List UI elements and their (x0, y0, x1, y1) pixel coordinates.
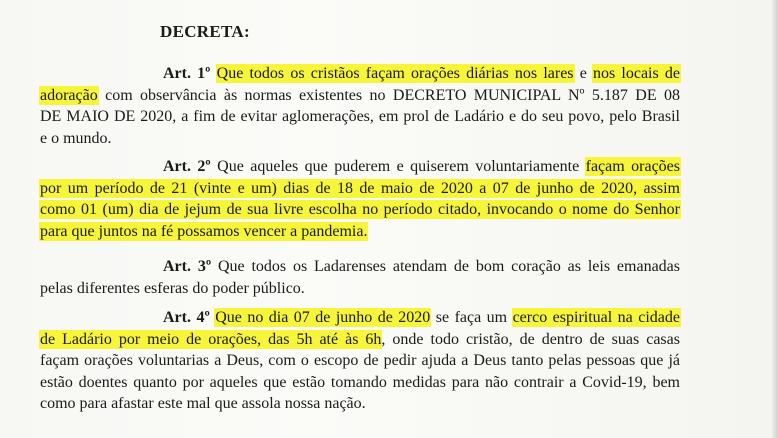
highlighted-text: façam orações (585, 158, 680, 175)
highlighted-text: das 5h até às 6h (268, 330, 382, 348)
article-3-line-1 (40, 256, 680, 278)
highlighted-text: adoração (40, 86, 98, 104)
article-1-line-4: e o mundo. (40, 129, 112, 147)
article-1-label: Art. 1º (163, 65, 211, 82)
article-4-line-2 (40, 329, 680, 351)
article-3-label: Art. 3º (163, 258, 212, 275)
highlighted-text: nos locais de (593, 65, 681, 82)
article-4-line-5: como para afastar este mal que assola nossa nação. (40, 395, 366, 412)
highlighted-text: como 01 (um) dia de jejum de sua livre escolha no período citado, invocando o nome do Senhor (40, 201, 680, 218)
highlighted-text: Que todos os cristãos façam orações diárias nos lares (216, 65, 574, 82)
article-4-line-1 (40, 307, 680, 329)
highlighted-text: de Ladário por meio de orações, (40, 330, 269, 348)
decree-heading: DECRETA: (160, 22, 250, 41)
article-4-line-4: estão doentes quanto por aqueles que estão tomando medidas para não contrair a Covid-19, bem (40, 373, 680, 391)
article-4-label: Art. 4º (163, 309, 210, 326)
article-2 (40, 156, 680, 242)
highlighted-text: para que juntos na fé possamos vencer a pandemia. (40, 222, 368, 240)
article-2-line-2 (40, 178, 680, 200)
text-segment: e (573, 65, 593, 82)
article-1-line-3: DE MAIO DE 2020, a fim de evitar aglomerações, em prol de Ladário e do seu povo, pelo Brasil (40, 108, 680, 125)
highlighted-text: por um período de 21 (vinte e um) dias de 18 de maio de 2020 a 07 de junho de 2020, assim (40, 179, 680, 197)
article-2-line-3 (40, 199, 680, 221)
article-1 (40, 63, 680, 149)
text-segment: com observância às normas existentes no DECRETO MUNICIPAL Nº 5.187 DE 08 (97, 86, 680, 104)
article-3-line-2: pelas diferentes esferas do poder público. (40, 279, 305, 297)
article-1-line-2 (40, 85, 680, 107)
highlighted-text: Que no dia 07 de junho de 2020 (215, 309, 431, 326)
article-1-line-1 (40, 63, 680, 85)
article-2-line-4 (40, 221, 680, 243)
text-segment: Que aqueles que puderem e quiserem voluntariamente (217, 158, 586, 175)
text-segment: Que todos os Ladarenses atendam de bom coração as leis emanadas (217, 258, 680, 275)
article-2-line-1 (40, 156, 680, 178)
page-edge-shadow (772, 0, 778, 438)
text-segment: , onde todo cristão, de dentro de suas casas (381, 330, 680, 348)
highlighted-text: cerco espiritual na cidade (512, 309, 680, 326)
article-4 (40, 307, 680, 415)
article-4-line-3: façam orações voluntarias a Deus, com o escopo de pedir ajuda a Deus tanto pelas pessoas que já (40, 352, 680, 369)
article-2-label: Art. 2º (163, 158, 211, 175)
article-3 (40, 256, 680, 299)
text-segment: se faça um (430, 309, 513, 326)
